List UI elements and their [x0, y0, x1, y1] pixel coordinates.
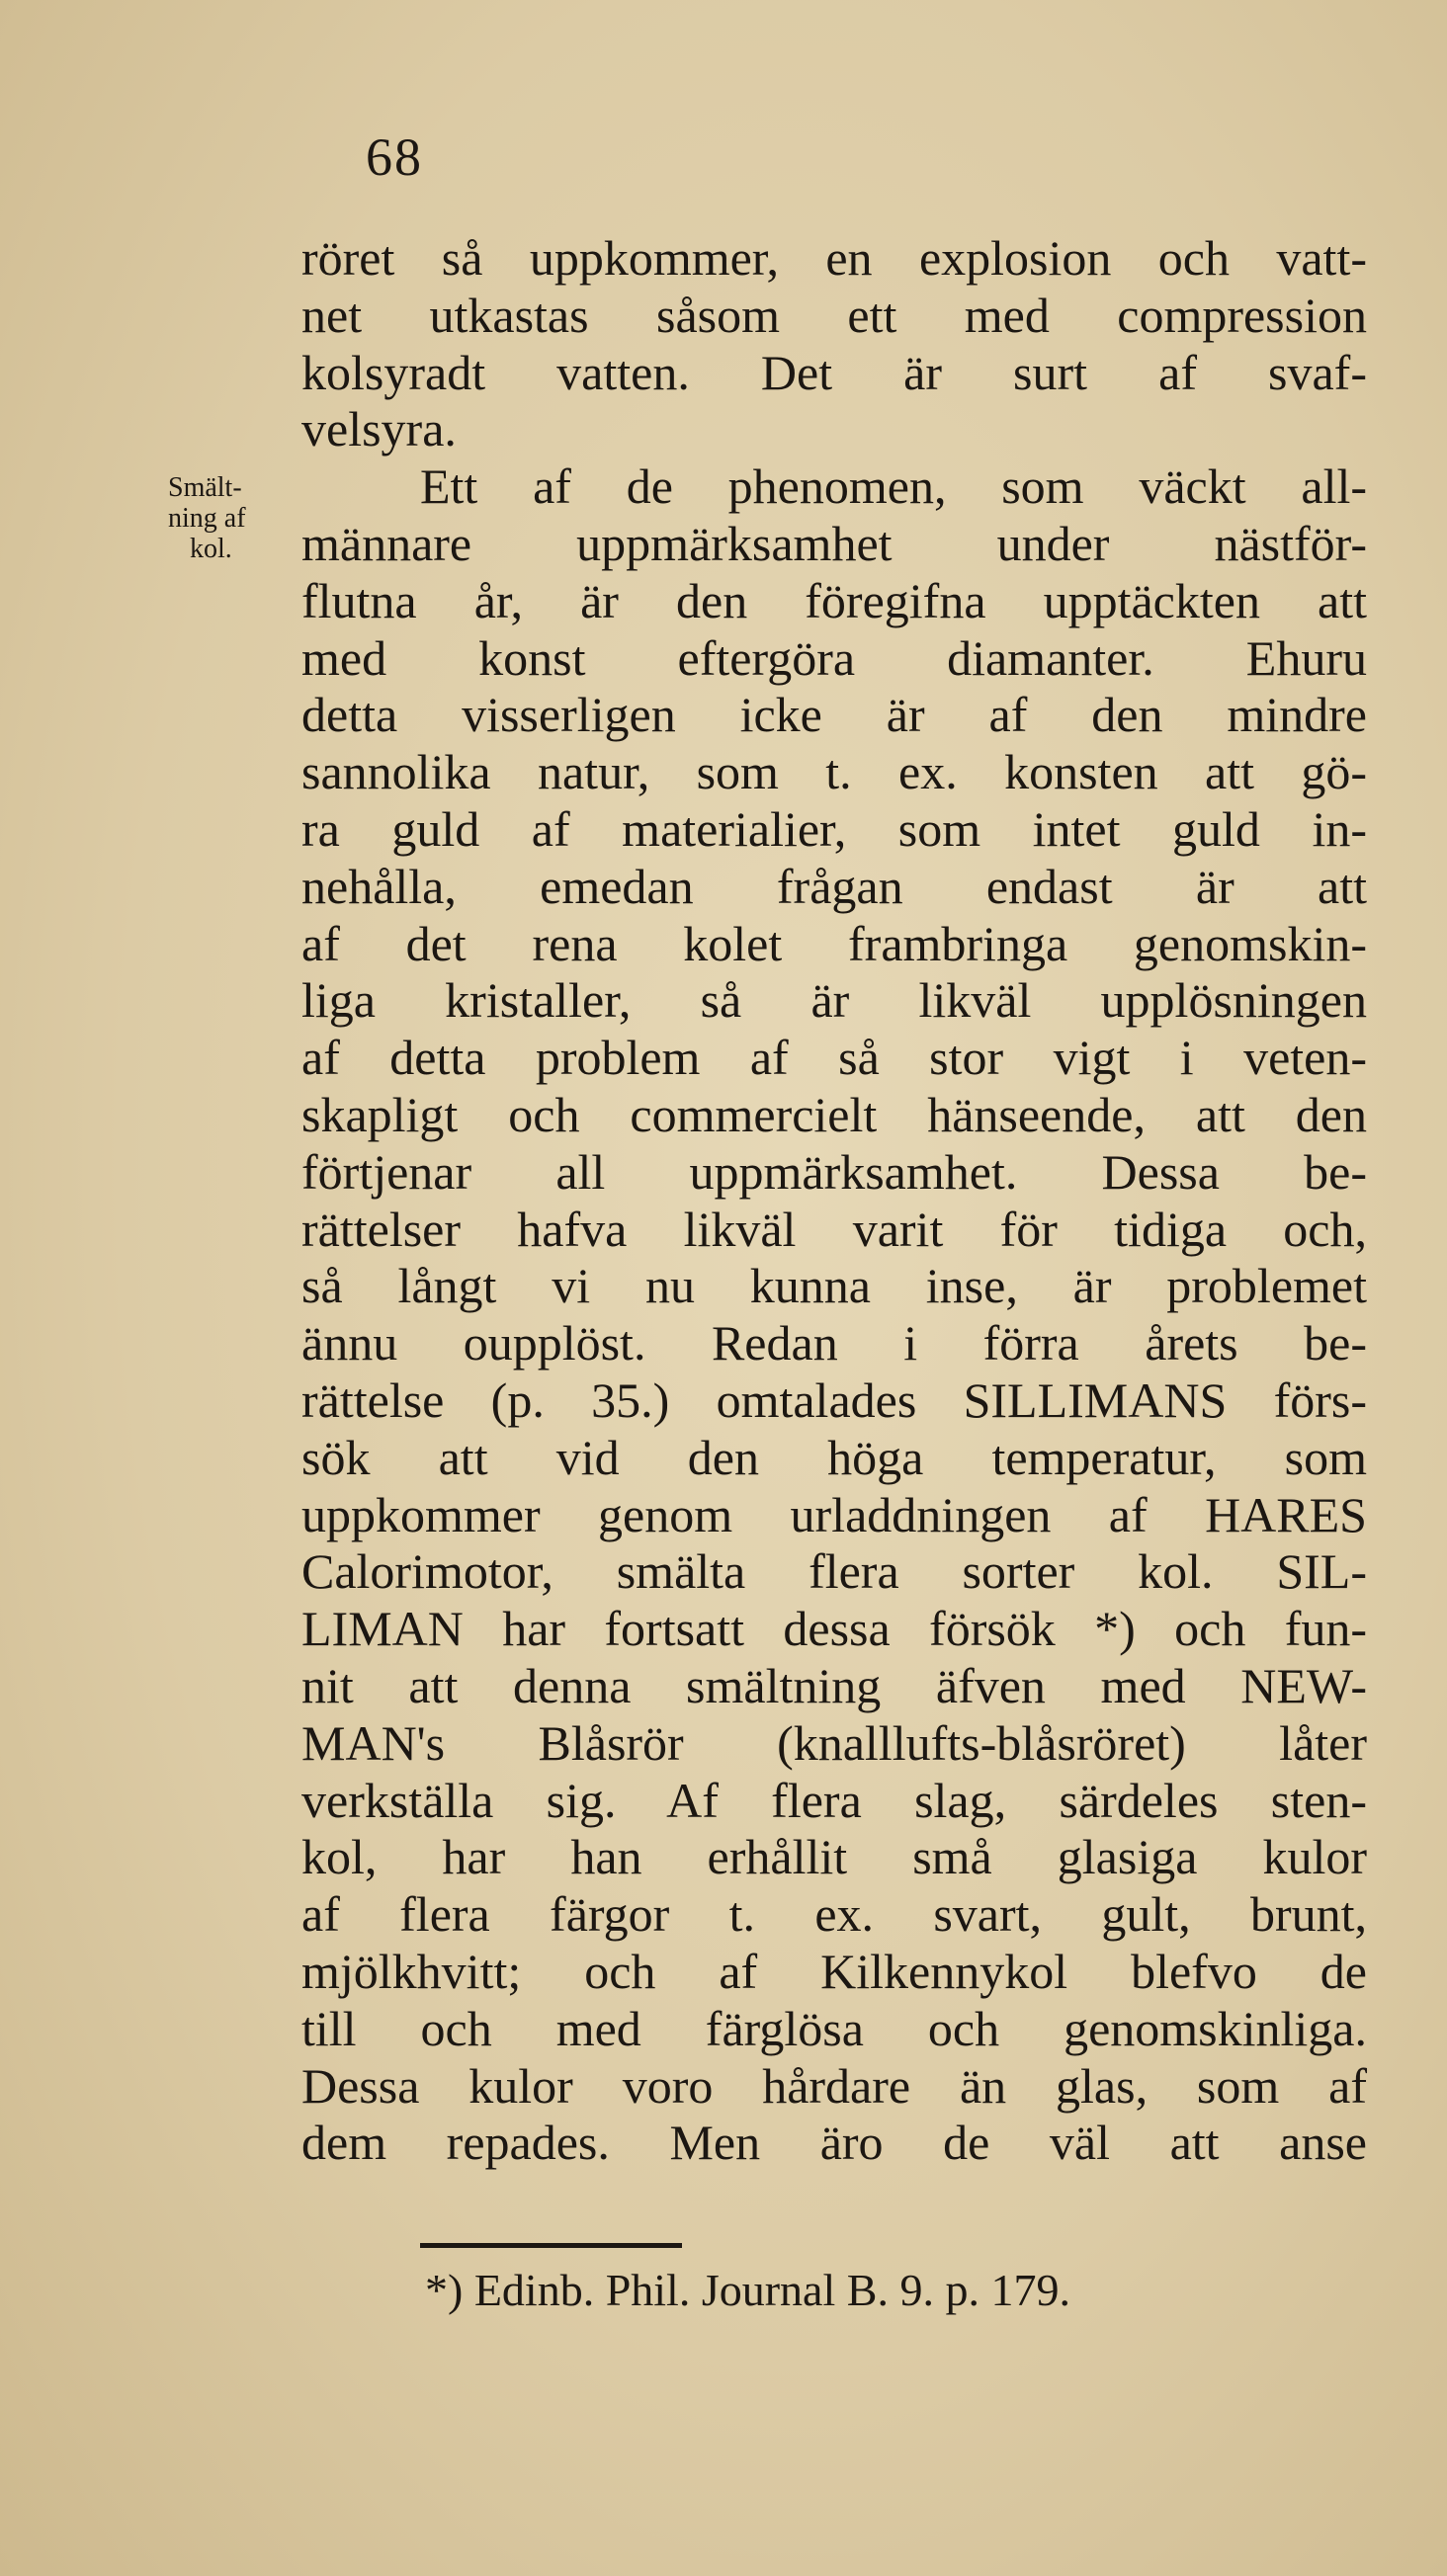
text-line: af flera färgor t. ex. svart, gult, brunt, — [301, 1886, 1367, 1943]
text-line: rättelse (p. 35.) omtalades SILLIMANS förs- — [301, 1371, 1367, 1428]
text-line: MAN's Blåsrör (knalllufts-blåsröret) låter — [301, 1714, 1367, 1771]
margin-note-line: kol. — [190, 534, 232, 564]
text-line: rättelser hafva likväl varit för tidiga och, — [301, 1201, 1367, 1257]
footnote-divider — [420, 2243, 682, 2248]
text-line: kol, har han erhållit små glasiga kulor — [301, 1829, 1367, 1885]
text-line: af det rena kolet frambringa genomskin- — [301, 915, 1367, 971]
text-line: Calorimotor, smälta flera sorter kol. SIL- — [301, 1543, 1367, 1600]
body-text — [301, 230, 1367, 2172]
text-line: af detta problem af så stor vigt i veten- — [301, 1030, 1367, 1086]
text-line: dem repades. Men äro de väl att anse — [301, 2115, 1367, 2171]
text-line: förtjenar all uppmärksamhet. Dessa be- — [301, 1143, 1367, 1200]
text-line: männare uppmärksamhet under nästför- — [301, 515, 1367, 571]
text-line: så långt vi nu kunna inse, är problemet — [301, 1258, 1367, 1314]
text-line: LIMAN har fortsatt dessa försök *) och fun- — [301, 1601, 1367, 1657]
margin-note-line: ning af — [168, 503, 246, 534]
footnote: *) Edinb. Phil. Journal B. 9. p. 179. — [425, 2265, 1070, 2315]
text-line: flutna år, är den föregifna upptäckten att — [301, 572, 1367, 628]
page-number: 68 — [366, 127, 423, 187]
text-line: sannolika natur, som t. ex. konsten att gö- — [301, 744, 1367, 800]
margin-note-line: Smält- — [168, 472, 242, 503]
text-line: nit att denna smältning äfven med NEW- — [301, 1657, 1367, 1713]
text-line: net utkastas såsom ett med compression — [301, 287, 1367, 343]
text-line: mjölkhvitt; och af Kilkennykol blefvo de — [301, 1943, 1367, 1999]
text-line: skapligt och commercielt hänseende, att den — [301, 1086, 1367, 1142]
text-line: nehålla, emedan frågan endast är att — [301, 858, 1367, 914]
text-line: kolsyradt vatten. Det är surt af svaf- — [301, 344, 1367, 400]
text-line: detta visserligen icke är af den mindre — [301, 687, 1367, 743]
text-line: Ett af de phenomen, som väckt all- — [420, 458, 1367, 515]
text-line: uppkommer genom urladdningen af HARES — [301, 1486, 1367, 1542]
text-line: Dessa kulor voro hårdare än glas, som af — [301, 2057, 1367, 2114]
text-line: ra guld af materialier, som intet guld in- — [301, 800, 1367, 857]
text-line: verkställa sig. Af flera slag, särdeles sten- — [301, 1772, 1367, 1828]
text-line: till och med färglösa och genomskinliga. — [301, 2000, 1367, 2056]
text-line: velsyra. — [301, 401, 457, 457]
text-line: med konst eftergöra diamanter. Ehuru — [301, 629, 1367, 686]
text-line: liga kristaller, så är likväl upplösningen — [301, 972, 1367, 1029]
text-line: sök att vid den höga temperatur, som — [301, 1429, 1367, 1485]
text-line: ännu oupplöst. Redan i förra årets be- — [301, 1315, 1367, 1371]
text-line: röret så uppkommer, en explosion och vatt- — [301, 230, 1367, 286]
margin-note — [168, 472, 306, 564]
